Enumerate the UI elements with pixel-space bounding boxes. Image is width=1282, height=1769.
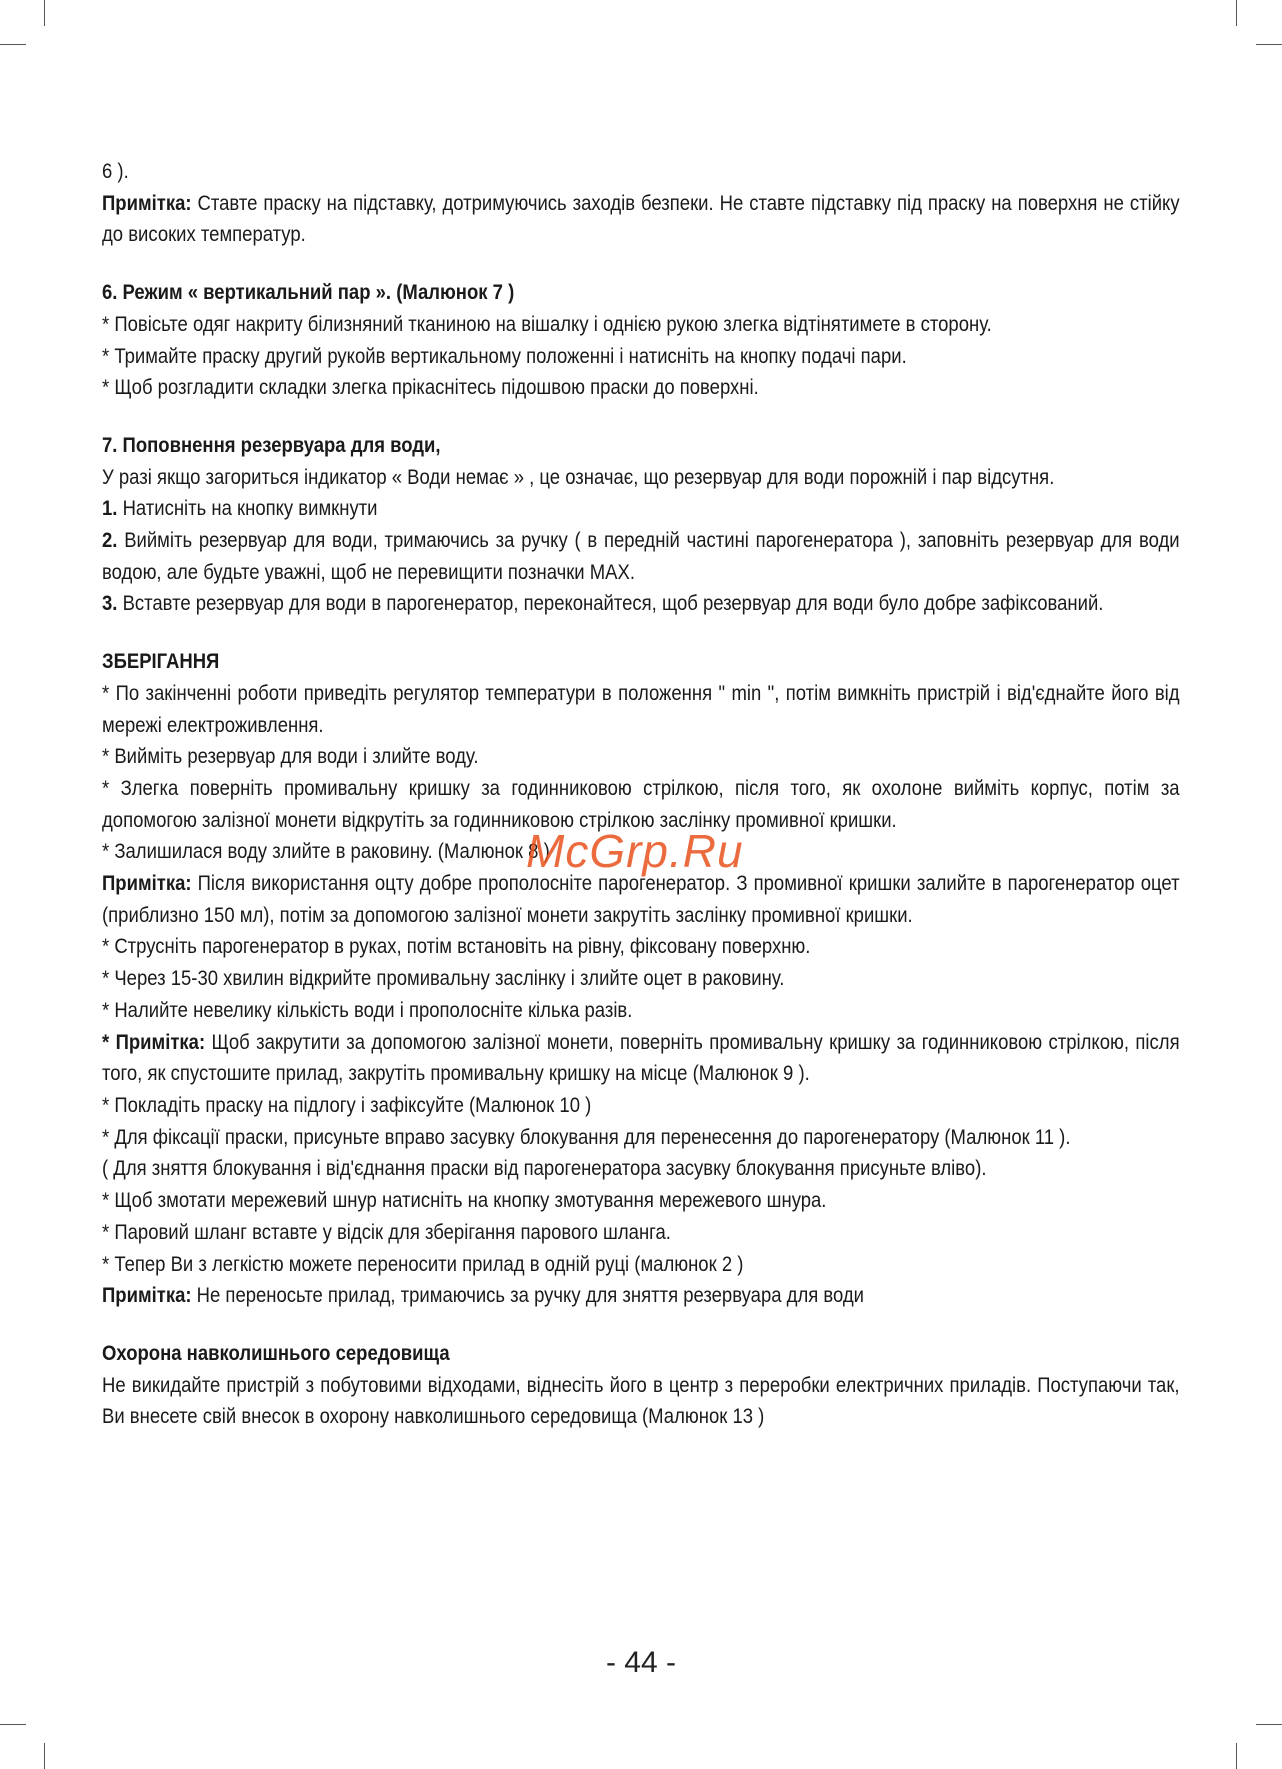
list-item: * Через 15-30 хвилин відкрийте промивальну заслінку і злийте оцет в раковину.: [102, 966, 785, 991]
paragraph: Не викидайте пристрій з побутовими відходами, віднесіть його в центр з переробки електричних приладів. Поступаючи так, Ви внесете свій внесок в охорону навколишнього середовища (Малюнок 13 ): [102, 1372, 1180, 1429]
list-item: 1. Натисніть на кнопку вимкнути: [102, 496, 378, 521]
note-paragraph: Примітка: Не переносьте прилад, тримаючись за ручку для зняття резервуара для води: [102, 1283, 865, 1308]
note-paragraph: * Примітка: Щоб закрутити за допомогою залізної монети, поверніть промивальну кришку за годинниковою стрілкою, після того, як спустошите прилад, закрутіть промивальну кришку на місце (Малюнок 9 ).: [102, 1029, 1180, 1086]
paragraph: 6 ).: [102, 159, 129, 183]
crop-mark: [1236, 1743, 1237, 1769]
list-item: * Щоб змотати мережевий шнур натисніть на кнопку змотування мережевого шнура.: [102, 1188, 827, 1213]
crop-mark: [1256, 1724, 1282, 1725]
list-item: * Повісьте одяг накриту білизняний тканиною на вішалку і однією рукою злегка відтінятимете в сторону.: [102, 311, 992, 336]
list-item: * Для фіксації праски, присуньте вправо засувку блокування для перенесення до парогенератору (Малюнок 11 ).: [102, 1124, 1071, 1149]
crop-mark: [0, 1724, 26, 1725]
section-heading-environment: Охорона навколишнього середовища: [102, 1340, 450, 1365]
list-item: * Залишилася воду злийте в раковину. (Малюнок 8 ): [102, 839, 550, 864]
note-label: Примітка:: [102, 1283, 192, 1308]
document-body: [102, 156, 1180, 1433]
note-paragraph: Примітка: Ставте праску на підставку, дотримуючись заходів безпеки. Не ставте підставку під праску на поверхня не стійку до високих температур.: [102, 190, 1180, 247]
note-label: Примітка:: [102, 190, 192, 215]
note-paragraph: Примітка: Після використання оцту добре прополосніте парогенератор. З промивної кришки залийте в парогенератор оцет (приблизно 150 мл), потім за допомогою залізної монети закрутіть заслінку промивної кришки.: [102, 871, 1180, 927]
note-label: Примітка:: [115, 1029, 206, 1054]
list-item: * Покладіть праску на підлогу і зафіксуйте (Малюнок 10 ): [102, 1092, 592, 1117]
page-number: - 44 -: [605, 1646, 677, 1679]
list-item: ( Для зняття блокування і від'єднання праски від парогенератора засувку блокування присуньте вліво).: [102, 1156, 987, 1181]
list-item: * Щоб розгладити складки злегка прікаснітесь підошвою праски до поверхні.: [102, 375, 759, 400]
crop-mark: [1256, 44, 1282, 45]
list-item: * Налийте невелику кількість води і прополосніте кілька разів.: [102, 997, 633, 1022]
watermark: McGrp.Ru: [526, 825, 744, 877]
list-item: * Злегка поверніть промивальну кришку за годинниковою стрілкою, після того, як охолоне вийміть корпус, потім за допомогою залізної монети відкрутіть за годинниковою стрілкою заслінку промивної кришки.: [102, 775, 1180, 832]
crop-mark: [0, 44, 26, 45]
crop-mark: [1236, 0, 1237, 26]
list-item: * Тримайте праску другий рукойв вертикальному положенні і натисніть на кнопку подачі пари.: [102, 343, 907, 368]
list-item: * Паровий шланг вставте у відсік для зберігання парового шланга.: [102, 1219, 671, 1244]
list-item: * Струсніть парогенератор в руках, потім встановіть на рівну, фіксовану поверхню.: [102, 934, 811, 959]
crop-mark: [44, 1743, 45, 1769]
list-item: * Тепер Ви з легкістю можете переносити прилад в одній руці (малюнок 2 ): [102, 1251, 744, 1276]
list-item: 2. Вийміть резервуар для води, тримаючись за ручку ( в передній частині парогенератора ), заповніть резервуар для води водою, але будьте уважні, щоб не перевищити позначки MAX.: [102, 528, 1180, 584]
paragraph: У разі якщо загориться індикатор « Води немає » , це означає, що резервуар для води порожній і пар відсутня.: [102, 464, 1055, 489]
section-heading-storage: ЗБЕРІГАННЯ: [102, 649, 220, 674]
section-heading-vertical-steam: 6. Режим « вертикальний пар ». (Малюнок 7 ): [102, 280, 515, 305]
section-heading-refill: 7. Поповнення резервуара для води,: [102, 432, 441, 457]
note-label: Примітка:: [102, 871, 192, 896]
list-item: 3. Вставте резервуар для води в парогенератор, переконайтеся, щоб резервуар для води було добре зафіксований.: [102, 591, 1104, 616]
list-item: * По закінченні роботи приведіть регулятор температури в положення " min ", потім вимкніть пристрій і від'єднайте його від мережі електроживлення.: [102, 680, 1180, 737]
crop-mark: [44, 0, 45, 26]
list-item: * Вийміть резервуар для води і злийте воду.: [102, 744, 479, 769]
